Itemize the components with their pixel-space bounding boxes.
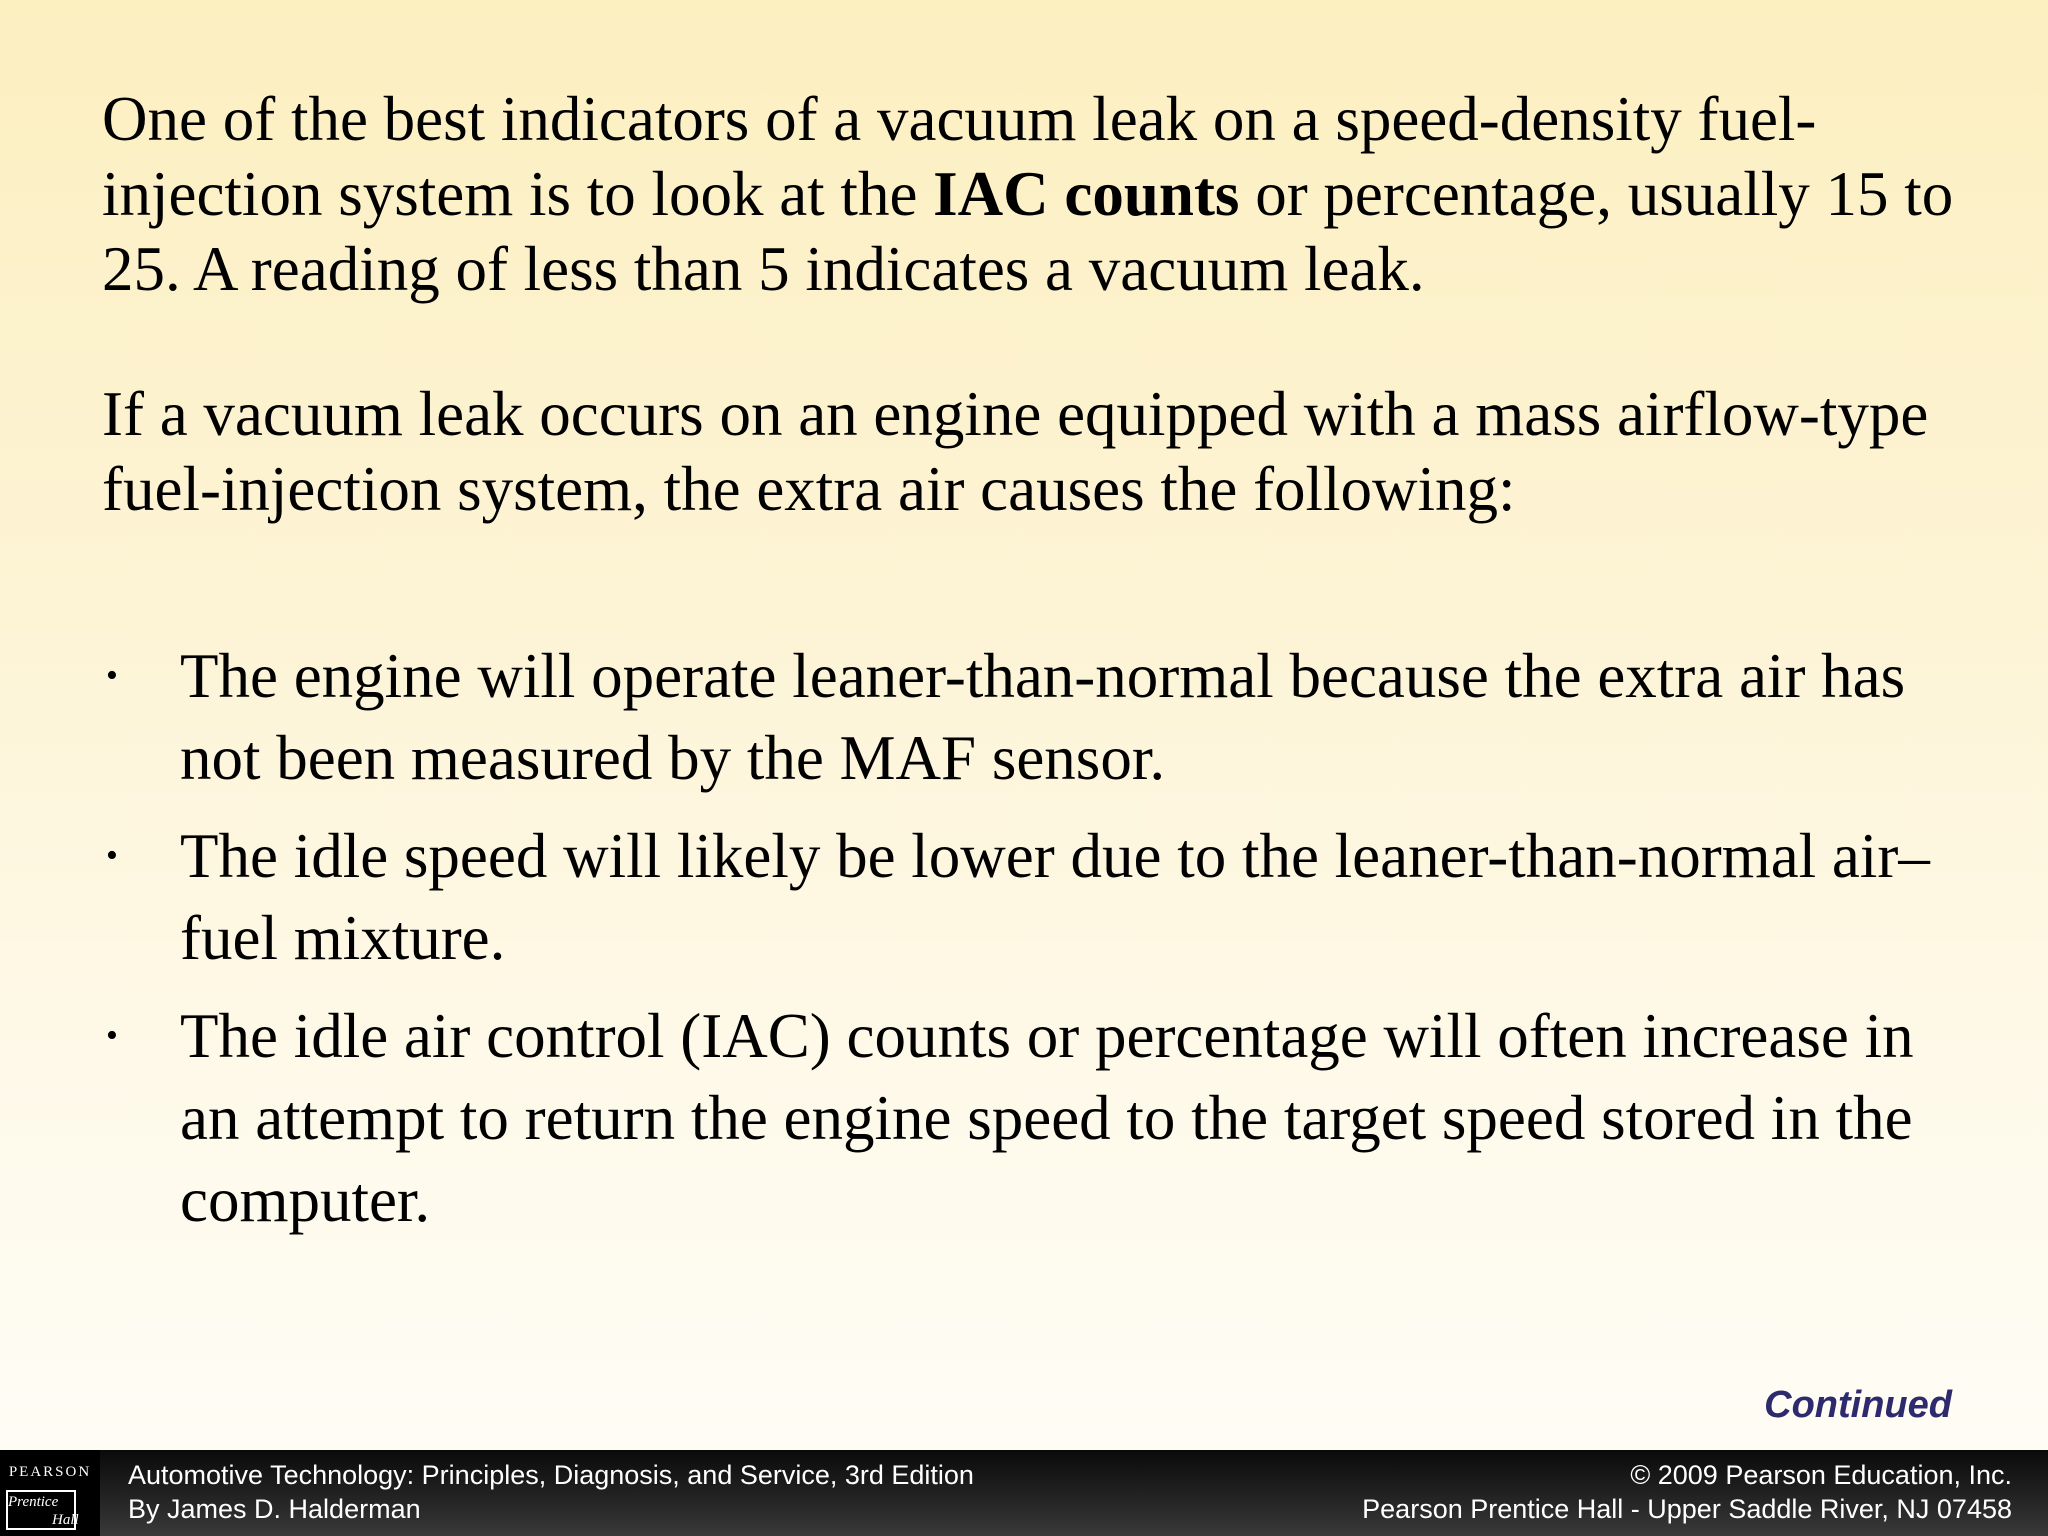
author-name: By James D. Halderman xyxy=(128,1494,421,1524)
slide-content xyxy=(102,82,1982,1257)
paragraph-maf-vacuum-leak: If a vacuum leak occurs on an engine equipped with a mass airflow-type fuel-injection system, the extra air causes the following: xyxy=(102,379,1929,524)
bullet-text: The engine will operate leaner-than-normal because the extra air has not been measured by the MAF sensor. xyxy=(180,641,1906,793)
bullet-text: The idle air control (IAC) counts or percentage will often increase in an attempt to return the engine speed to the target speed stored in the computer. xyxy=(180,1001,1914,1235)
copyright-notice: © 2009 Pearson Education, Inc. xyxy=(1630,1460,2012,1490)
logo-pearson-text: PEARSON xyxy=(8,1464,92,1480)
bullet-item xyxy=(102,635,1982,799)
continued-label: Continued xyxy=(1764,1384,1952,1426)
bullet-icon: • xyxy=(106,1017,118,1054)
footer-publisher-info xyxy=(1362,1458,2012,1526)
logo-prentice-text: Prentice xyxy=(8,1494,59,1510)
paragraph-iac-counts xyxy=(102,82,1982,307)
effects-bullet-list xyxy=(102,635,1982,1241)
footer-book-info xyxy=(128,1458,974,1526)
paragraph-1-text-start: One of the best indicators of a vacuum leak on a speed-density fuel-injection system is to look at the xyxy=(102,84,1817,229)
footer-bar xyxy=(0,1450,2048,1536)
publisher-address: Pearson Prentice Hall - Upper Saddle River, NJ 07458 xyxy=(1362,1494,2012,1524)
pearson-prentice-hall-logo xyxy=(0,1450,100,1536)
book-title: Automotive Technology: Principles, Diagnosis, and Service, 3rd Edition xyxy=(128,1460,974,1490)
iac-counts-term: IAC counts xyxy=(933,159,1240,229)
bullet-icon: • xyxy=(106,837,118,874)
paragraph-1-text-end: or percentage, usually 15 to 25. A reading of less than 5 indicates a vacuum leak. xyxy=(102,159,1954,304)
bullet-text: The idle speed will likely be lower due to the leaner-than-normal air–fuel mixture. xyxy=(180,821,1930,973)
bullet-icon: • xyxy=(106,657,118,694)
logo-hall-text: Hall xyxy=(52,1512,79,1528)
bullet-item xyxy=(102,815,1982,979)
bullet-item xyxy=(102,995,1982,1241)
